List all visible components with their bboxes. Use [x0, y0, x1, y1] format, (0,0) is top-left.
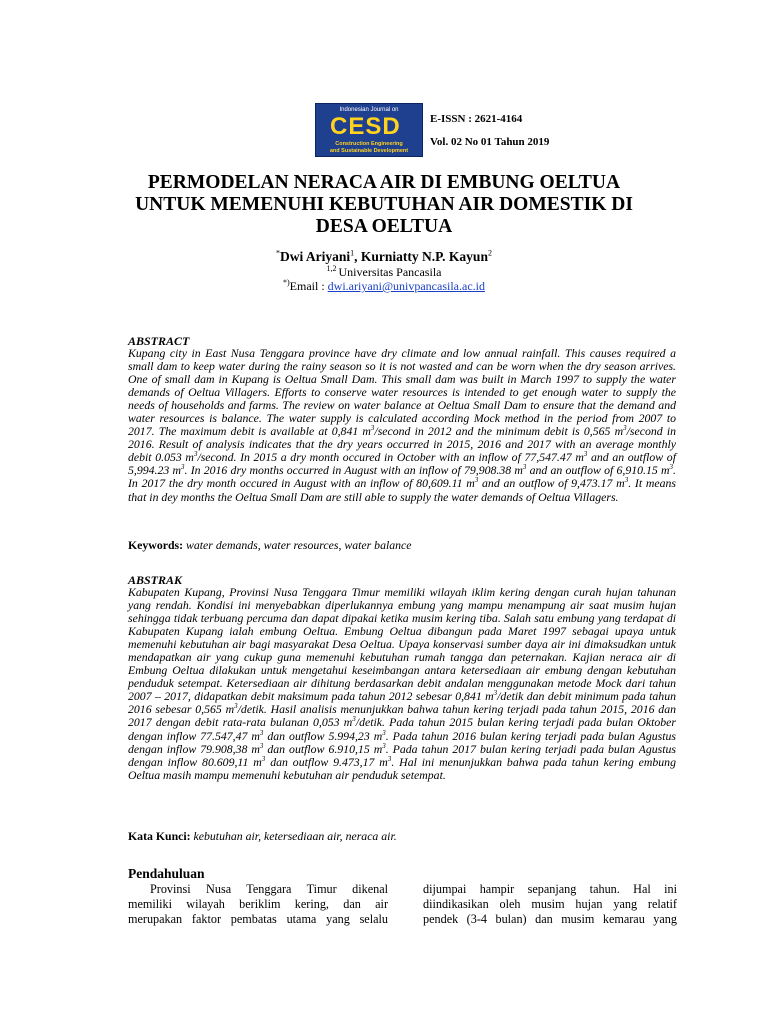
intro-right-column — [423, 882, 677, 927]
superscript: 3 — [259, 741, 264, 750]
author-1-sup: 1 — [350, 248, 355, 258]
superscript: 3 — [387, 754, 392, 763]
logo-wordmark: CESD — [330, 113, 401, 140]
keywords-text: water demands, water resources, water balance — [183, 538, 412, 552]
abstract-segment: Kupang city in East Nusa Tenggara province have dry climate and low annual rainfall. This causes required a small dam to keep water during the rainy season so it is not wasted and can be worn when the dry season arrives. One of small dam in Kupang is Oeltua Small Dam. This small dam was built in March 1997 to supply the water demands of Oeltua Villagers. Efforts to conserve water resources is intended to get enough water to supply the needs of households and farms. The review on water balance at Oeltua Small Dam to ensure that the demand and water resources is balance. The water supply is calculated according Mock method in the period from 2007 to 2017. The maximum debit is available at 0,841 m — [128, 346, 676, 439]
abstrak-segment: /detik. Hasil analisis menunjukkan bahwa tahun kering terjadi pada tahun 2015, 2016 dan 2017 dengan debit rata-rata bulanan 0,053 m — [128, 702, 677, 730]
intro-line: Provinsi Nusa Tenggara Timur dikenal — [150, 882, 388, 896]
issn: E-ISSN : 2621-4164 — [430, 113, 523, 125]
logo-line-1: Construction Engineering — [335, 141, 403, 147]
superscript: 3 — [261, 754, 266, 763]
superscript: 3 — [583, 450, 588, 459]
corresponding-mark: * — [276, 248, 281, 258]
superscript: 3 — [382, 728, 386, 737]
author-2-sup: 2 — [487, 248, 492, 258]
superscript: 3 — [623, 424, 627, 433]
introduction-heading: Pendahuluan — [128, 866, 205, 881]
intro-line: dijumpai hampir sepanjang tahun. Hal ini — [423, 882, 677, 896]
superscript: 3 — [181, 463, 185, 472]
abstrak-segment: . Pada tahun 2017 bulan kering terjadi pada bulan Agustus dengan inflow 80.609,11 m — [128, 741, 676, 769]
affiliation-text: Universitas Pancasila — [338, 265, 442, 279]
email-line — [0, 279, 768, 294]
keywords-label: Keywords: — [128, 538, 184, 552]
abstrak-segment: Kabupaten Kupang, Provinsi Nusa Tenggara Timur memiliki wilayah iklim kering dengan curah hujan tahunan yang rendah. Kondisi ini menyebabkan diperlukannya embung yang mampu menampung air saat musim hujan sehingga tidak terbuang percuma dan dapat dipakai ketika musim kering tiba. Salah satu embung yang terdapat di Kabupaten Kupang ialah embung Oeltua. Embung Oeltua dibangun pada Maret 1997 sebagai upaya untuk memenuhi kebutuhan air bagi masyarakat Desa Oeltua. Upaya konservasi sumber daya air ini dimaksudkan untuk mendapatkan air yang cukup guna memenuhi kebutuhan rumah tangga dan peternakan. Kajian neraca air di Embung Oeltua dilakukan untuk mengetahui keseimbangan antara ketersediaan air embung dengan kebutuhan penduduk setempat. Ketersediaan air dihitung berdasarkan debit andalan menggunakan metode Mock dari tahun 2007 – 2017, didapatkan debit maksimum pada tahun 2012 sebesar 0,841 m — [128, 585, 676, 704]
email-label: Email : — [289, 279, 328, 293]
kata-kunci — [128, 829, 397, 844]
title-line: UNTUK MEMENUHI KEBUTUHAN AIR DOMESTIK DI — [135, 194, 633, 215]
superscript: 3 — [234, 702, 238, 711]
abstrak-segment: dan outflow 5.994,23 m — [263, 728, 383, 743]
intro-line: memiliki wilayah beriklim kering, dan air — [128, 897, 388, 911]
superscript: 3 — [474, 476, 479, 485]
affiliation-sup: 1,2 — [326, 264, 339, 273]
volume: Vol. 02 No 01 Tahun 2019 — [430, 136, 550, 148]
intro-line: pendek (3-4 bulan) dan musim kemarau yang — [423, 912, 677, 926]
abstract-segment: /second in 2016. Result of analysis indicates that the dry years occurred in 2015, 2016 and 2017 with an average monthly debit 0.053 m — [128, 424, 677, 465]
abstrak-segment: dan outflow 6.910,15 m — [263, 741, 383, 756]
author-1: Dwi Ariyani — [280, 249, 351, 264]
paper-title — [100, 172, 668, 238]
author-2: , Kurniatty N.P. Kayun — [354, 249, 488, 264]
intro-left-column — [128, 882, 388, 927]
title-line: PERMODELAN NERACA AIR DI EMBUNG OELTUA — [147, 172, 621, 193]
superscript: 3 — [493, 689, 498, 698]
logo-top-text: Indonesian Journal on — [339, 107, 399, 113]
kata-kunci-label: Kata Kunci: — [128, 829, 191, 843]
intro-line: diindikasikan oleh musim hujan yang relatif — [423, 897, 677, 911]
abstract-heading: ABSTRACT — [128, 334, 190, 348]
abstract-segment: and an outflow of 5,994.23 m — [128, 450, 676, 478]
abstrak-text — [128, 586, 676, 782]
abstract-segment: . In 2017 the dry month occured in August with an inflow of 80,609.11 m — [128, 463, 676, 491]
superscript: 3 — [352, 715, 356, 724]
abstract-text — [128, 347, 676, 504]
superscript: 3 — [669, 463, 674, 472]
kata-kunci-text: kebutuhan air, ketersediaan air, neraca air. — [190, 829, 397, 843]
title-line: DESA OELTUA — [315, 216, 453, 237]
superscript: 3 — [382, 741, 386, 750]
abstrak-segment: /detik dan debit minimum pada tahun 2016 sebesar 0,565 m — [128, 689, 676, 717]
superscript: 3 — [522, 463, 527, 472]
logo-line-2: and Sustainable Development — [329, 148, 409, 154]
journal-logo — [315, 103, 423, 157]
superscript: 3 — [193, 450, 198, 459]
abstrak-segment: dan outflow 9.473,17 m — [265, 754, 388, 769]
superscript: 3 — [370, 424, 375, 433]
abstract-segment: . It means that in dey months the Oeltua Small Dam are still able to supply the water demands of Oeltua Villagers. — [128, 476, 676, 504]
affiliation — [0, 265, 768, 280]
intro-line: merupakan faktor pembatas utama yang selalu — [128, 912, 388, 926]
abstract-segment: /second in 2012 and the minimum debit is 0,565 m — [374, 424, 624, 439]
abstract-segment: and an outflow of 6,910.15 m — [526, 463, 670, 478]
superscript: 3 — [259, 728, 264, 737]
email-sup: *) — [282, 278, 290, 287]
abstract-segment: and an outflow of 9,473.17 m — [478, 476, 625, 491]
email-link[interactable]: dwi.ariyani@univpancasila.ac.id — [327, 279, 485, 293]
abstract-segment: . In 2016 dry months occurred in August with an inflow of 79,908.38 m — [184, 463, 523, 478]
abstrak-segment: /detik. Pada tahun 2015 bulan kering terjadi pada bulan Oktober dengan inflow 77.547,47 m — [128, 715, 676, 743]
abstract-segment: /second. In 2015 a dry month occured in October with an inflow of 77,547.47 m — [197, 450, 584, 465]
authors — [0, 249, 768, 265]
superscript: 3 — [624, 476, 629, 485]
abstrak-segment: . Hal ini menunjukkan bahwa pada tahun kering embung Oeltua masih mampu memenuhi kebutuhan air penduduk setempat. — [128, 754, 676, 782]
abstrak-segment: . Pada tahun 2016 bulan kering terjadi pada bulan Agustus dengan inflow 79.908,38 m — [128, 728, 676, 756]
abstrak-heading: ABSTRAK — [128, 573, 183, 587]
keywords — [128, 538, 412, 553]
